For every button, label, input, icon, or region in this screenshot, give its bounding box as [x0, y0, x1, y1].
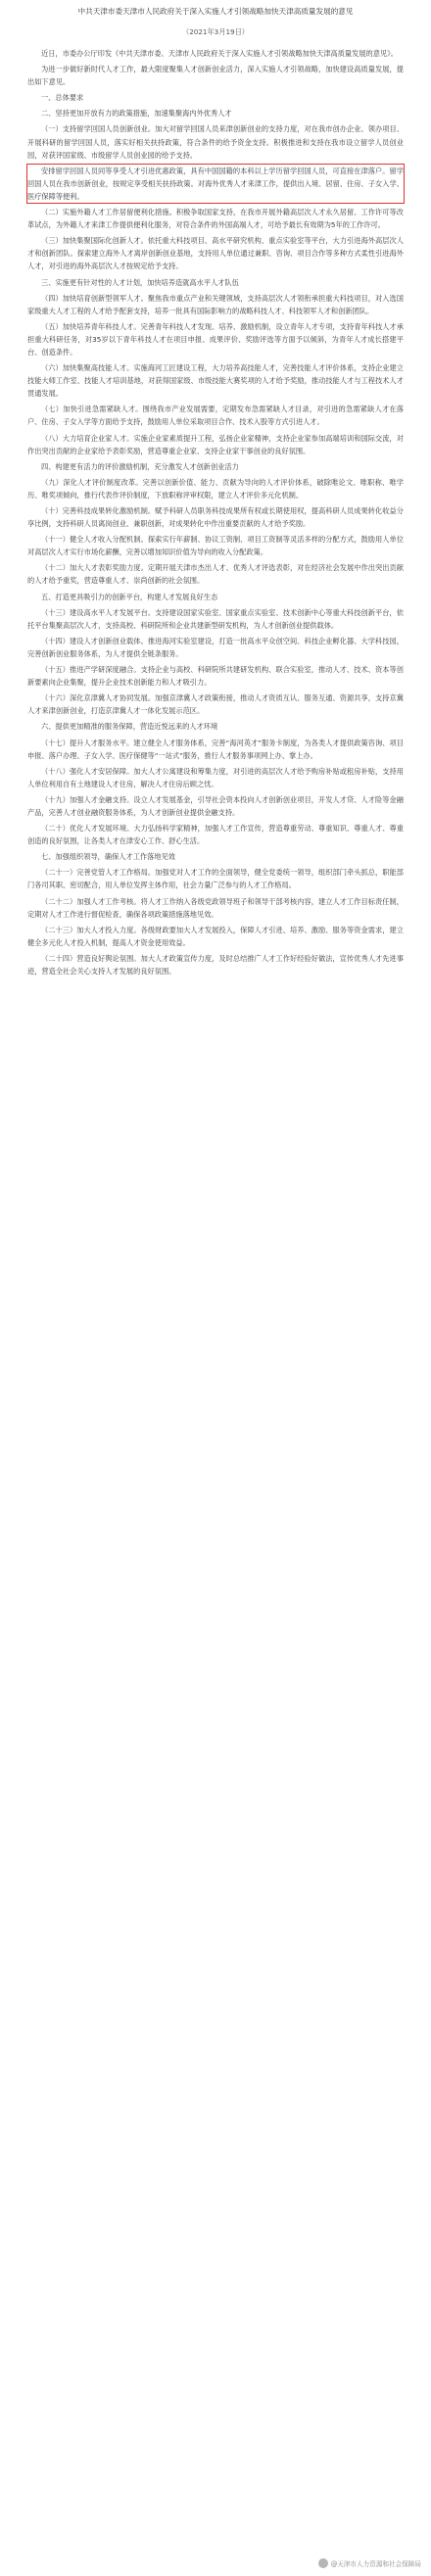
- paragraph: （四）加快培育创新型领军人才。聚焦我市重点产业和关键领域，支持高层次人才领衔承担重大科技项目，对入选国家级重大人才工程的人才给予配套支持，培养一批具有国际影响力的战略科技人才、科技领军人才和创新团队。: [27, 293, 404, 315]
- paragraph: （三）加快集聚国际化创新人才。依托重大科技项目、高水平研究机构、重点实验室等平台，大力引进海外高层次人才和创新团队。探索建立海外人才离岸创新创业基地，支持用人单位通过兼职、咨询、项目合作等多种方式柔性引进海外人才，对引进的海外高层次人才按规定给予支持。: [27, 236, 404, 271]
- paragraph: （二十三）加大人才投入力度。各级财政要加大人才发展投入，保障人才引进、培养、激励、服务等资金需求，建立健全多元化人才投入机制，提高人才资金使用效益。: [27, 925, 404, 947]
- paragraph: 为进一步做好新时代人才工作，最大限度聚集人才创新创业活力，深入实施人才引领战略，加快建设高质量发展，提出如下意见。: [27, 65, 404, 87]
- paragraph: （十九）加强人才金融支持。设立人才发展基金，引导社会资本投向人才创新创业项目，开发人才贷、人才险等金融产品，完善人才创业融资服务体系，为人才创新创业提供金融支持。: [27, 794, 404, 817]
- paragraph: 六、提供更加精准的服务保障，营造近悦远来的人才环境: [41, 722, 218, 732]
- paragraph: （九）深化人才评价制度改革。完善以创新价值、能力、贡献为导向的人才评价体系，破除唯论文、唯职称、唯学历、唯奖项倾向，推行代表作评价制度，下放职称评审权限，建立人才评价多元化机制。: [27, 477, 404, 500]
- paragraph: （七）加快引进急需紧缺人才。围绕我市产业发展需要，定期发布急需紧缺人才目录，对引进的急需紧缺人才在落户、住房、子女入学等方面给予支持，鼓励用人单位采取项目合作、技术入股等方式引进人才。: [27, 405, 404, 427]
- paragraph: 安排留学回国人员同等享受人才引进优惠政策，具有中国国籍的本科以上学历留学回国人员，可直接在津落户。留学回国人员在我市创新创业，按规定享受相关扶持政策。对海外优秀人才来津工作，提供出入境、居留、住房、子女入学、医疗保障等便利。: [27, 165, 404, 203]
- paragraph: （一）支持留学回国人员创新创业。加大对留学回国人员来津创新创业的支持力度，对在我市创办企业、领办项目、开展科研的留学回国人员，落实好相关扶持政策，符合条件的给予资金支持。积极推进和支持在我市设立留学人员创业园，对获评国家级、市级留学人员创业园的给予支持。: [27, 124, 404, 160]
- document-date: （2021年3月19日）: [182, 27, 249, 36]
- paragraph: （二十一）完善党管人才工作格局。加强党对人才工作的全面领导，健全党委统一领导，组织部门牵头抓总，职能部门各司其职、密切配合，用人单位发挥主体作用，社会力量广泛参与的人才工作格局。: [27, 868, 404, 890]
- paragraph: （十五）推进产学研深度融合。支持企业与高校、科研院所共建研发机构、联合实验室，推动人才、技术、资本等创新要素向企业集聚，提升企业技术创新能力和人才吸引力。: [27, 665, 404, 688]
- watermark: [318, 2558, 421, 2568]
- paragraph: 三、实施更有针对性的人才计划，加快培养造就高水平人才队伍: [41, 277, 239, 287]
- paragraph: （二十二）加强人才工作考核。将人才工作纳入各级党政领导班子和领导干部考核内容，建立人才工作目标责任制，定期对人才工作进行督促检查，确保各项政策措施落地见效。: [27, 896, 404, 919]
- paragraph: （十二）加大人才表彰奖励力度。定期开展天津市杰出人才、优秀人才评选表彰，对在经济社会发展中作出突出贡献的人才给予重奖，营造尊重人才、崇尚创新的社会氛围。: [27, 563, 404, 586]
- paragraph: （二）实施外籍人才工作居留便利化措施。积极争取国家支持，在我市开展外籍高层次人才永久居留、工作许可等改革试点，为外籍人才来津工作提供便利化服务，对符合条件的外国高端人才，可给予最长有效期为5年的工作许可。: [27, 208, 404, 230]
- paragraph: （五）加快培养青年科技人才。完善青年科技人才发现、培养、激励机制，设立青年人才专项，支持青年科技人才承担重大科研任务，对35岁以下青年科技人才在项目申报、成果评价、奖励评选等方面予以倾斜，为青年人才成长搭建平台、创造条件。: [27, 321, 404, 357]
- paragraph: （十四）建设人才创新创业载体。推进海河实验室建设，打造一批高水平众创空间、科技企业孵化器、大学科技园，完善创新创业服务体系，为人才提供全链条服务。: [27, 636, 404, 658]
- paragraph: （十六）深化京津冀人才协同发展。加强京津冀人才政策衔接，推动人才资质互认、服务互通、资源共享，支持京冀人才来津创新创业，打造京津冀人才一体化发展示范区。: [27, 693, 404, 716]
- paragraph: （八）大力培育企业家人才。实施企业家素质提升工程，弘扬企业家精神，支持企业家参加高端培训和国际交流，对作出突出贡献的企业家给予表彰奖励，营造尊重企业家、支持企业家干事创业的良好氛围。: [27, 433, 404, 455]
- paragraph: 近日，市委办公厅印发《中共天津市委、天津市人民政府关于深入实施人才引领战略加快天津高质量发展的意见》。: [41, 49, 398, 58]
- paragraph: （十三）建设高水平人才发展平台。支持建设国家实验室、国家重点实验室、技术创新中心等重大科技创新平台，依托平台集聚高层次人才，支持高校、科研院所和企业共建新型研发机构，为人才创新创业提供载体。: [27, 607, 404, 630]
- paragraph: 一、总体要求: [41, 93, 84, 103]
- paragraph: （十一）健全人才收入分配机制。探索实行年薪制、协议工资制、项目工资制等灵活多样的分配方式，鼓励用人单位对高层次人才实行市场化薪酬，完善以增加知识价值为导向的收入分配政策。: [27, 535, 404, 557]
- paragraph: 二、坚持更加开放有力的政策措施，加速集聚海内外优秀人才: [41, 109, 232, 119]
- paragraph: 五、打造更具吸引力的创新平台，构建人才发展良好生态: [41, 592, 218, 601]
- weibo-logo-icon: [318, 2558, 328, 2568]
- paragraph: （二十）优化人才发展环境。大力弘扬科学家精神，加强人才工作宣传，营造尊重劳动、尊重知识、尊重人才、尊重创造的良好氛围，让各类人才在津安心工作、舒心生活。: [27, 824, 404, 846]
- watermark-text: @天津市人力资源和社会保障局: [330, 2560, 421, 2568]
- document-body: [27, 47, 404, 980]
- paragraph: 七、加强组织领导，确保人才工作落地见效: [41, 852, 175, 862]
- paragraph: （十七）提升人才服务水平。建立健全人才服务体系，完善“海河英才”服务卡制度，为各类人才提供政策咨询、项目申报、落户办理、子女入学、医疗保健等“一站式”服务，推行人才服务事项网上办、掌上办。: [27, 738, 404, 760]
- paragraph: （六）加快集聚高技能人才。实施海河工匠建设工程，大力培养高技能人才，完善技能人才评价体系，支持企业建立技能大师工作室、技能人才培训基地，对获得国家级、市级技能大赛奖项的人才给予奖励，推动技能人才与工程技术人才贯通发展。: [27, 363, 404, 399]
- paragraph: （二十四）营造良好舆论氛围。加大人才政策宣传力度，及时总结推广人才工作好经验好做法，宣传优秀人才先进事迹，营造全社会关心支持人才发展的良好氛围。: [27, 953, 404, 976]
- document-title: 中共天津市委天津市人民政府关于深入实施人才引领战略加快天津高质量发展的意见: [77, 7, 354, 16]
- paragraph: 四、构建更有活力的评价激励机制，充分激发人才创新创业活力: [41, 461, 239, 471]
- paragraph: （十八）强化人才安居保障。加大人才公寓建设和筹集力度，对引进的高层次人才给予购房补贴或租房补贴，支持用人单位利用自有土地建设人才住房，解决人才住房后顾之忧。: [27, 766, 404, 788]
- paragraph: （十）完善科技成果转化激励机制。赋予科研人员职务科技成果所有权或长期使用权，提高科研人员成果转化收益分享比例，支持科研人员离岗创业、兼职创新，对成果转化中作出重要贡献的人才给予奖励。: [27, 506, 404, 529]
